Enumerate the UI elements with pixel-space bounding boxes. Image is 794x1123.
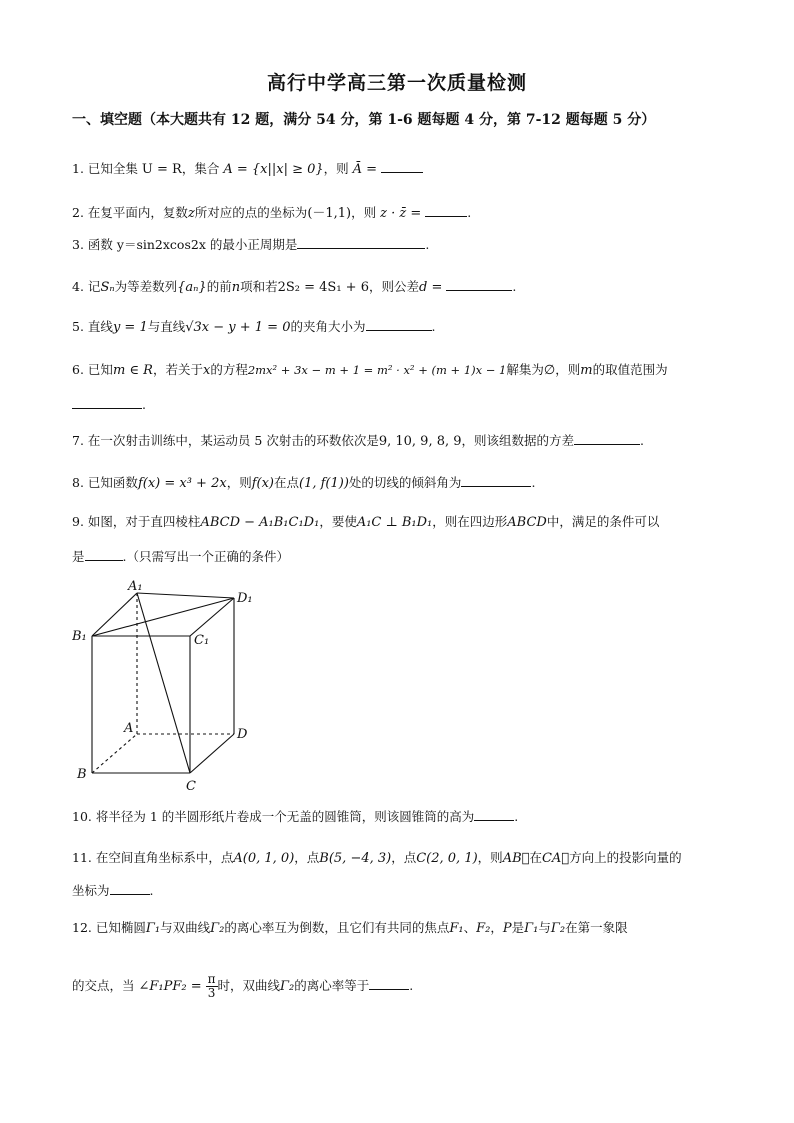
page-title: 高行中学高三第一次质量检测: [266, 72, 527, 94]
q12-math-4: F₂: [476, 921, 491, 936]
q8-text-a: 已知函数: [87, 475, 138, 490]
q11-text-a: 在空间直角坐标系中，点: [95, 850, 234, 865]
q6-text-d: 解集为: [506, 362, 544, 377]
q12-math-5: P: [502, 921, 512, 936]
q2-number: 2.: [72, 205, 84, 220]
q8-text-b: ，则: [226, 475, 252, 490]
label-c1: C₁: [194, 633, 210, 648]
label-d: D: [237, 727, 248, 742]
q5-answer-blank[interactable]: [366, 316, 432, 331]
fraction-pi-over-3: [206, 973, 218, 1000]
q1-answer-blank[interactable]: [381, 158, 423, 173]
question-11-continued: [72, 880, 154, 901]
q4-math-3: n: [231, 280, 241, 295]
q9-text-d: 中，满足的条件可以: [546, 514, 660, 529]
question-11: [72, 848, 682, 869]
q8-math-2: f(x): [251, 476, 274, 491]
q11-number: 11.: [72, 850, 92, 865]
q9-text-a: 如图，对于直四棱柱: [87, 514, 201, 529]
q4-text-c: 的前: [206, 279, 232, 294]
q4-math-4: 2S₂ = 4S₁ + 6: [277, 280, 369, 295]
q11-math-3: C(2, 0, 1): [416, 851, 478, 866]
q10-answer-blank[interactable]: [474, 806, 514, 821]
q2-answer-blank[interactable]: [425, 202, 467, 217]
q12-answer-blank[interactable]: [369, 975, 409, 990]
q3-number: 3.: [72, 237, 84, 252]
q6-text-a: 已知: [87, 362, 113, 377]
q8-text-c: 在点: [274, 475, 300, 490]
q11-text-c: ，点: [391, 850, 417, 865]
q11-text-f: 方向上的投影向量的: [569, 850, 682, 865]
question-9-continued: [72, 546, 289, 567]
q4-text-a: 记: [87, 279, 101, 294]
q2-math-1: z: [187, 206, 195, 221]
q6-text-f: 的取值范围为: [592, 362, 668, 377]
q5-number: 5.: [72, 319, 84, 334]
q6-math-4: ∅: [543, 363, 556, 378]
q2-math-2: (－1,1): [307, 206, 352, 221]
q9-answer-blank[interactable]: [85, 546, 123, 561]
q6-math-1: m ∈ R: [112, 363, 153, 378]
q12-math-7: Γ₂: [550, 921, 566, 936]
label-a1: A₁: [128, 579, 143, 594]
q5-math-2: √3x − y + 1 = 0: [185, 320, 291, 335]
q6-text-e: ，则: [555, 362, 581, 377]
q9-text-c: ，则在四边形: [432, 514, 508, 529]
q12-text-h: 在第一象限: [565, 920, 628, 935]
q1-math-2: A = {x||x| ≥ 0}: [223, 162, 324, 177]
prism-figure: [72, 578, 272, 798]
q11-answer-blank[interactable]: [110, 880, 150, 895]
q9-text-e: 是: [72, 549, 85, 564]
q10-text-b: .: [514, 809, 519, 824]
q8-answer-blank[interactable]: [461, 472, 531, 487]
label-b1: B₁: [72, 629, 87, 644]
q11-text-h: .: [149, 883, 154, 898]
edge-a1-d1: [137, 593, 234, 598]
q9-math-3: ABCD: [507, 515, 547, 530]
q8-text-d: 处的切线的倾斜角为: [348, 475, 462, 490]
q4-answer-blank[interactable]: [446, 276, 512, 291]
section-header: 一、填空题（本大题共有 12 题，满分 54 分，第 1-6 题每题 4 分，第 7-12 题每题 5 分）: [72, 112, 656, 128]
q1-math-3: Ā =: [352, 162, 378, 177]
q4-text-b: 为等差数列: [114, 279, 178, 294]
q5-text-c: 的夹角大小为: [290, 319, 366, 334]
q11-math-5: CA⃗: [541, 851, 570, 866]
q9-text-f: .（只需写出一个正确的条件）: [122, 549, 289, 564]
question-3: [72, 234, 429, 255]
question-1: [72, 158, 423, 180]
q3-answer-blank[interactable]: [297, 234, 425, 249]
q10-number: 10.: [72, 809, 92, 824]
q4-text-e: ，则公差: [368, 279, 419, 294]
q1-text-b: ，集合: [181, 161, 220, 176]
q5-math-1: y = 1: [112, 320, 148, 335]
q6-text-g: .: [142, 397, 146, 412]
q12-math-1: Γ₁: [145, 921, 161, 936]
q4-number: 4.: [72, 279, 84, 294]
q1-math-1: U = R: [141, 162, 182, 177]
q4-math-2: {aₙ}: [177, 280, 207, 295]
q9-number: 9.: [72, 514, 84, 529]
q2-text-d: .: [467, 205, 472, 220]
q3-text-a: 函数 y＝sin2xcos2x 的最小正周期是: [87, 237, 298, 252]
q9-math-2: A₁C ⊥ B₁D₁: [356, 515, 433, 530]
q7-number: 7.: [72, 433, 84, 448]
label-a: A: [124, 721, 134, 736]
q12-math-3: F₁: [449, 921, 464, 936]
q2-text-c: ，则: [351, 205, 377, 220]
q4-math-1: Sₙ: [100, 280, 115, 295]
q11-text-b: ，点: [294, 850, 320, 865]
q12-text-a: 已知椭圆: [95, 920, 146, 935]
q4-text-d: 项和若: [240, 279, 278, 294]
q1-number: 1.: [72, 161, 84, 176]
q12-text-e: ，: [490, 920, 503, 935]
q12-text-j: 时，双曲线: [217, 978, 281, 993]
edge-c-d: [190, 734, 234, 773]
q9-math-1: ABCD − A₁B₁C₁D₁: [200, 515, 320, 530]
q12-text-l: .: [409, 978, 414, 993]
diagonal-a1-c: [137, 593, 190, 773]
q6-number: 6.: [72, 362, 84, 377]
q12-math-9: Γ₂: [280, 979, 295, 994]
q6-text-b: ，若关于: [152, 362, 203, 377]
question-8: [72, 472, 535, 494]
q12-text-i: 的交点，当: [72, 978, 135, 993]
q8-math-1: f(x) = x³ + 2x: [137, 476, 227, 491]
question-6: [72, 360, 668, 381]
q1-text-a: 已知全集: [87, 161, 138, 176]
q6-math-2: x: [202, 363, 211, 378]
question-12-continued: [72, 970, 413, 1003]
q11-text-g: 坐标为: [72, 883, 110, 898]
q1-text-c: ，则: [323, 161, 349, 176]
q6-math-5: m: [580, 363, 593, 378]
q3-text-d: .: [425, 237, 430, 252]
q12-text-c: 的离心率互为倒数，且它们有共同的焦点: [224, 920, 450, 935]
question-6-continued: [72, 394, 146, 415]
question-12: [72, 918, 628, 939]
q11-math-1: A(0, 1, 0): [233, 851, 295, 866]
q8-math-3: (1, f(1)): [299, 476, 349, 491]
question-7: [72, 430, 644, 452]
q12-number: 12.: [72, 920, 92, 935]
q6-text-c: 的方程: [210, 362, 248, 377]
q11-text-d: ，则: [477, 850, 503, 865]
q12-text-g: 与: [538, 920, 551, 935]
q7-text-b: ，则该组数据的方差: [461, 433, 575, 448]
fraction-numerator: π: [207, 972, 216, 986]
q4-math-5: d =: [419, 280, 443, 295]
label-d1: D₁: [237, 591, 253, 606]
fraction-denominator: 3: [207, 986, 216, 1000]
q7-math-1: 9, 10, 9, 8, 9: [378, 434, 462, 449]
q8-text-e: .: [531, 475, 536, 490]
question-2: [72, 202, 471, 224]
q2-text-b: 所对应的点的坐标为: [194, 205, 308, 220]
q6-math-3: 2mx² + 3x − m + 1 = m² · x² + (m + 1)x − 1: [247, 363, 507, 377]
q7-answer-blank[interactable]: [574, 430, 640, 445]
q12-math-8: ∠F₁PF₂ =: [138, 979, 202, 994]
q12-text-b: 与双曲线: [160, 920, 211, 935]
label-c: C: [186, 779, 196, 794]
q12-text-k: 的离心率等于: [294, 978, 370, 993]
q12-text-d: 、: [463, 920, 477, 935]
q9-text-b: ，要使: [319, 514, 357, 529]
question-10: [72, 806, 518, 827]
edge-b-a-hidden: [92, 734, 137, 773]
q5-text-d: .: [431, 319, 436, 334]
q12-math-2: Γ₂: [210, 921, 225, 936]
label-b: B: [77, 767, 87, 782]
q11-math-2: B(5, −4, 3): [319, 851, 392, 866]
q4-text-f: .: [512, 279, 517, 294]
q5-text-a: 直线: [87, 319, 113, 334]
q11-math-4: AB⃗: [502, 851, 530, 866]
question-4: [72, 276, 516, 298]
q7-text-c: .: [640, 433, 645, 448]
q8-number: 8.: [72, 475, 84, 490]
q11-text-e: 在: [529, 850, 542, 865]
q2-math-3: z · z̄ =: [380, 206, 422, 221]
q7-text-a: 在一次射击训练中，某运动员 5 次射击的环数依次是: [87, 433, 379, 448]
q6-answer-blank[interactable]: [72, 394, 142, 409]
q12-math-6: Γ₁: [524, 921, 539, 936]
q12-text-f: 是: [511, 920, 525, 935]
q2-text-a: 在复平面内，复数: [87, 205, 188, 220]
question-9: [72, 512, 659, 533]
q10-text-a: 将半径为 1 的半圆形纸片卷成一个无盖的圆锥筒，则该圆锥筒的高为: [95, 809, 475, 824]
q5-text-b: 与直线: [147, 319, 186, 334]
question-5: [72, 316, 435, 338]
